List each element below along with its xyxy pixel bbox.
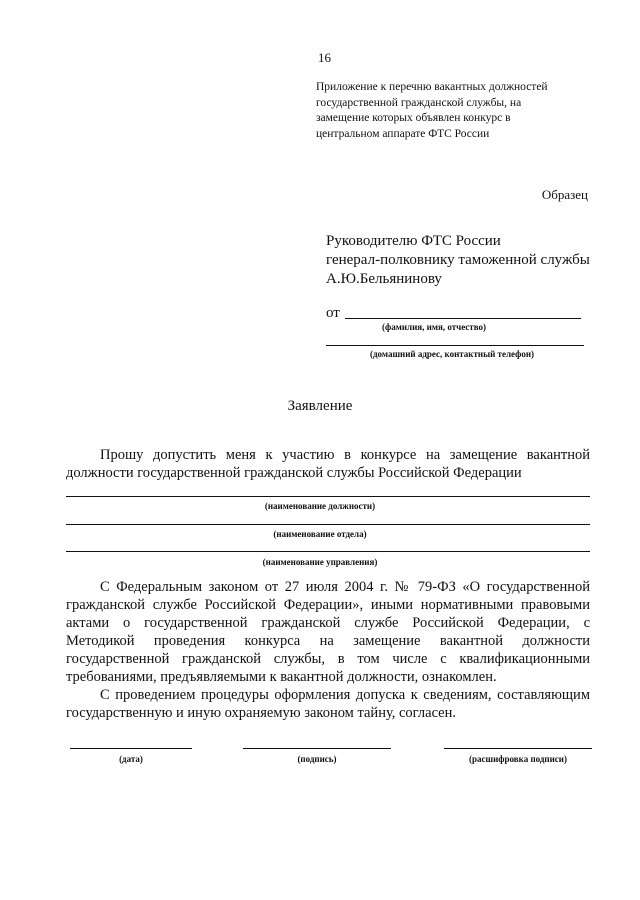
addressee-line-2: генерал-полковнику таможенной службы bbox=[326, 252, 590, 268]
request-paragraph: Прошу допустить меня к участию в конкурсе на замещение вакантной должности государственной гражданской службы Российской Федерации bbox=[66, 447, 590, 481]
date-caption: (дата) bbox=[119, 754, 143, 764]
document-title: Заявление bbox=[287, 398, 353, 414]
addressee-line-1: Руководителю ФТС России bbox=[326, 233, 501, 249]
page-number: 16 bbox=[318, 50, 331, 65]
sample-label: Образец bbox=[541, 187, 588, 202]
addressee-line-3: А.Ю.Бельянинову bbox=[326, 271, 442, 287]
directorate-blank-line[interactable] bbox=[66, 551, 590, 552]
department-blank-line[interactable] bbox=[66, 524, 590, 525]
decoding-blank-line[interactable] bbox=[444, 748, 592, 749]
fio-caption: (фамилия, имя, отчество) bbox=[382, 322, 487, 332]
addressee-block bbox=[326, 232, 616, 289]
law-acknowledgement-paragraph: С Федеральным законом от 27 июля 2004 г. № 79-ФЗ «О государственной гражданской службе Российской Федерации», иными нормативными правовыми актами о государственной гражданской службе Российской Федерации, с Методикой проведения конкурса на замещение вакантной должности государственной гражданской службы, в том числе с квалификационными требованиями, предъявляемыми к вакантной должности, ознакомлен. bbox=[66, 579, 590, 685]
address-blank-line[interactable] bbox=[326, 345, 584, 346]
signature-caption: (подпись) bbox=[297, 754, 337, 764]
date-blank-line[interactable] bbox=[70, 748, 192, 749]
signature-blank-line[interactable] bbox=[243, 748, 391, 749]
position-blank-line[interactable] bbox=[66, 496, 590, 497]
department-caption: (наименование отдела) bbox=[273, 529, 367, 539]
fio-blank-line[interactable] bbox=[345, 318, 581, 319]
consent-paragraph: С проведением процедуры оформления допуска к сведениям, составляющим государственную и иную охраняемую законом тайну, согласен. bbox=[66, 687, 590, 721]
directorate-caption: (наименование управления) bbox=[262, 557, 378, 567]
annex-note: Приложение к перечню вакантных должностей государственной гражданской службы, на замещение которых объявлен конкурс в центральном аппарате ФТС России bbox=[316, 81, 548, 140]
from-label: от bbox=[326, 305, 340, 321]
position-caption: (наименование должности) bbox=[264, 501, 376, 511]
decoding-caption: (расшифровка подписи) bbox=[469, 754, 567, 764]
address-caption: (домашний адрес, контактный телефон) bbox=[370, 349, 535, 359]
